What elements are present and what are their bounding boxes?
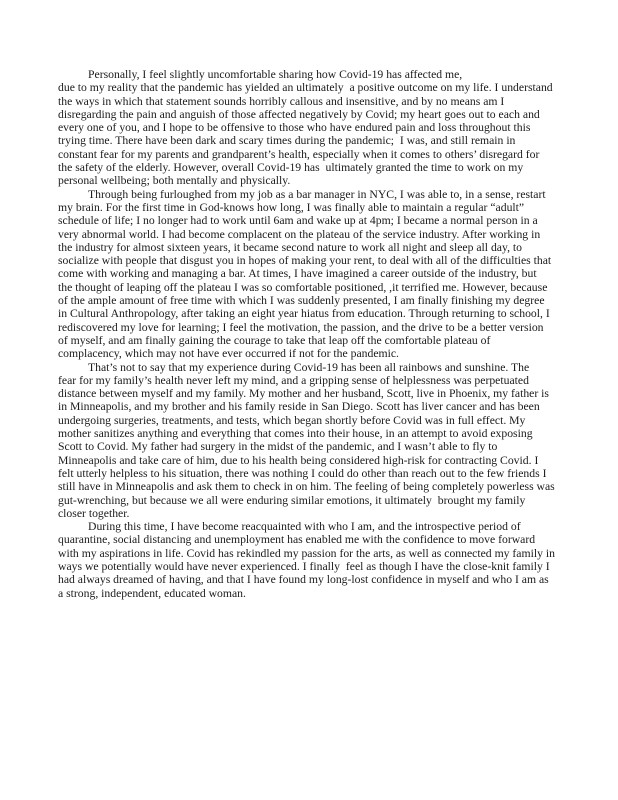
text-line: socialize with people that disgust you in hopes of making your rent, to deal with all of the difficulties that: [58, 254, 552, 268]
text-line: of myself, and am finally gaining the courage to take that leap off the comfortable plateau of: [58, 333, 491, 347]
text-line: quarantine, social distancing and unemployment has enabled me with the confidence to move forward: [58, 533, 536, 547]
text-line: Minneapolis and take care of him, due to his health being considered high-risk for contracting Covid. I: [58, 453, 539, 467]
text-line: fear for my family’s health never left my mind, and a gripping sense of helplessness was perpetuated: [58, 373, 529, 387]
text-line: felt utterly helpless to his situation, there was nothing I could do other than reach out to the few friends I: [58, 466, 547, 480]
text-line: come with working and managing a bar. At times, I have imagined a career outside of the industry, but: [58, 267, 537, 281]
paragraph: [58, 68, 562, 188]
text-line: the thought of leaping off the plateau I was so comfortable positioned, ,it terrified me. However, because: [58, 280, 548, 294]
text-line: rediscovered my love for learning; I feel the motivation, the passion, and the drive to be a better version: [58, 320, 544, 334]
text-line: distance between myself and my family. My mother and her husband, Scott, live in Phoenix, my father is: [58, 387, 549, 401]
paragraph: [58, 361, 562, 521]
text-line: the ways in which that statement sounds horribly callous and insensitive, and by no means am I: [58, 94, 505, 108]
paragraph: [58, 188, 562, 361]
text-line: the safety of the elderly. However, overall Covid-19 has ultimately granted the time to work on my: [58, 161, 524, 175]
text-line: my brain. For the first time in God-knows how long, I was finally able to maintain a regular “adult”: [58, 200, 525, 214]
text-line: Personally, I feel slightly uncomfortable sharing how Covid-19 has affected me,: [88, 68, 463, 81]
text-line: mother sanitizes anything and everything that comes into their house, in an attempt to avoid exposing: [58, 427, 533, 441]
text-line: ways we potentially would have never experienced. I finally feel as though I have the close-knit family I: [58, 559, 550, 573]
text-line: in Cultural Anthropology, after taking an eight year hiatus from education. Through returning to school, I: [58, 307, 550, 321]
text-line: had always dreamed of having, and that I have found my long-lost confidence in myself and who I am as: [58, 573, 549, 587]
text-line: still have in Minneapolis and ask them to check in on him. The feeling of being completely powerless was: [58, 480, 555, 494]
text-line: a strong, independent, educated woman.: [58, 586, 246, 600]
text-line: undergoing surgeries, treatments, and tests, which began shortly before Covid was in full effect. My: [58, 413, 526, 427]
paragraph: [58, 520, 562, 600]
text-line: gut-wrenching, but because we all were enduring similar emotions, it ultimately brought my family: [58, 493, 526, 507]
text-line: personal wellbeing; both mentally and physically.: [58, 174, 291, 188]
text-line: with my aspirations in life. Covid has rekindled my passion for the arts, as well as connected my family in: [58, 546, 555, 560]
text-line: due to my reality that the pandemic has yielded an ultimately a positive outcome on my life. I understand: [58, 81, 553, 95]
text-line: schedule of life; I no longer had to work until 6am and wake up at 4pm; I became a normal person in a: [58, 214, 538, 228]
text-line: complacency, which may not have ever occurred if not for the pandemic.: [58, 347, 399, 361]
text-line: of the ample amount of free time with which I was suddenly presented, I am finally finishing my degree: [58, 294, 545, 308]
text-line: trying time. There have been dark and scary times during the pandemic; I was, and still remain in: [58, 134, 516, 148]
text-line: Through being furloughed from my job as a bar manager in NYC, I was able to, in a sense, restart: [88, 187, 546, 201]
text-line: the industry for almost sixteen years, it became second nature to work all night and sleep all day, to: [58, 240, 523, 254]
text-line: That’s not to say that my experience during Covid-19 has been all rainbows and sunshine. The: [88, 360, 530, 374]
text-line: During this time, I have become reacquainted with who I am, and the introspective period of: [88, 520, 521, 534]
text-line: Scott to Covid. My father had surgery in the midst of the pandemic, and I wasn’t able to fly to: [58, 440, 498, 454]
text-line: in Minneapolis, and my brother and his family reside in San Diego. Scott has liver cancer and has been: [58, 400, 540, 414]
text-line: every one of you, and I hope to be offensive to those who have endured pain and loss throughout this: [58, 121, 531, 135]
document-body: [58, 68, 562, 600]
text-line: very abnormal world. I had become complacent on the plateau of the service industry. After working in: [58, 227, 541, 241]
text-line: constant fear for my parents and grandparent’s health, especially when it comes to others’ disregard for: [58, 147, 540, 161]
text-line: disregarding the pain and anguish of those affected negatively by Covid; my heart goes out to each and: [58, 107, 540, 121]
text-line: closer together.: [58, 506, 130, 520]
